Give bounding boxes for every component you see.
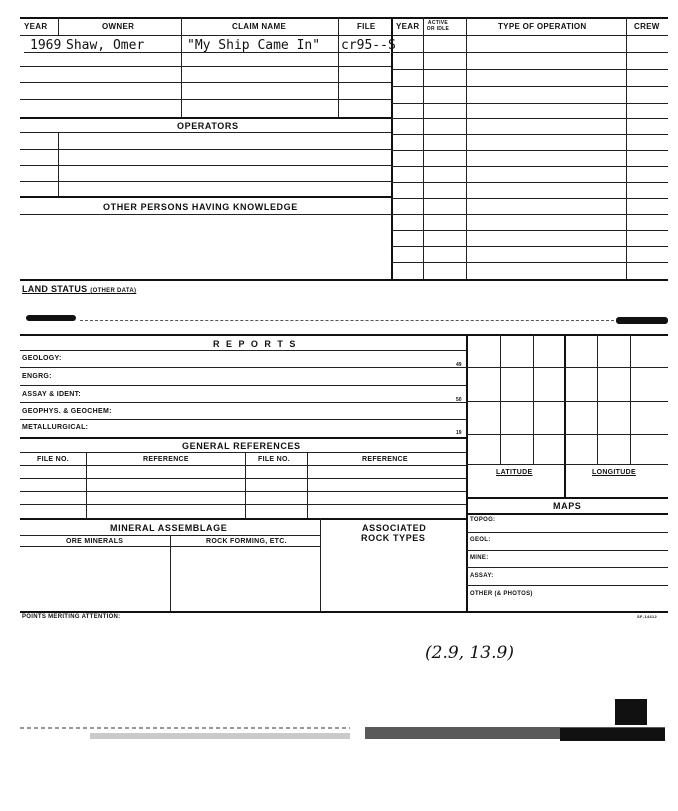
gen-ref-col-file1: FILE NO. [37, 456, 69, 463]
ops-row-1 [391, 52, 668, 53]
land-status-sub: (OTHER DATA) [90, 288, 137, 294]
ops-row-4 [391, 103, 668, 104]
gen-ref-col-file2: FILE NO. [258, 456, 290, 463]
report-geology: GEOLOGY: [22, 355, 62, 362]
grid-h2 [466, 401, 668, 402]
gen-ref-v2 [245, 452, 246, 518]
owner-row-4 [20, 99, 391, 100]
gen-ref-v1 [86, 452, 87, 518]
maps-rule [466, 513, 668, 515]
map-mine: MINE: [470, 555, 489, 561]
ops-row-9 [391, 182, 668, 183]
report-number-50: 50 [456, 397, 462, 403]
operators-heading: OPERATORS [177, 121, 239, 131]
operators-row-3 [20, 165, 391, 166]
owner-row-2 [20, 66, 391, 67]
grid-v4 [597, 334, 598, 464]
points-meriting-label: POINTS MERITING ATTENTION: [22, 614, 121, 620]
col-line-owner [181, 17, 182, 117]
col-line-crew [626, 17, 627, 280]
report-number-49: 49 [456, 362, 462, 368]
report-metallurgical: METALLURGICAL: [22, 424, 89, 431]
col-line-claim [338, 17, 339, 117]
reports-rule [20, 350, 466, 351]
grid-v1 [500, 334, 501, 464]
other-persons-heading: OTHER PERSONS HAVING KNOWLEDGE [103, 202, 298, 212]
grid-v3 [564, 334, 566, 497]
entry-file: cr95--S [341, 38, 396, 53]
header-owner: OWNER [102, 22, 135, 31]
map-row-1 [466, 532, 668, 533]
gen-ref-row-2 [20, 491, 466, 492]
ore-minerals-label: ORE MINERALS [66, 538, 124, 545]
entry-underline [24, 52, 390, 53]
report-row-4 [20, 419, 466, 420]
report-row-3 [20, 402, 466, 403]
top-table-bottom [20, 279, 668, 281]
report-geophys: GEOPHYS. & GEOCHEM: [22, 408, 112, 415]
operators-row-4 [20, 181, 391, 182]
reports-heading: R E P O R T S [213, 339, 298, 349]
gen-ref-col-ref1: REFERENCE [143, 456, 189, 463]
reports-top [20, 334, 668, 336]
mineral-divider [320, 518, 321, 611]
ops-row-11 [391, 214, 668, 215]
header-year-ops: YEAR [396, 22, 420, 31]
owner-row-3 [20, 82, 391, 83]
entry-year: 1969 [30, 38, 62, 53]
gen-ref-col-ref2: REFERENCE [362, 456, 408, 463]
map-row-2 [466, 550, 668, 551]
maps-heading: MAPS [553, 501, 582, 511]
ops-row-2 [391, 69, 668, 70]
rock-types-heading: ROCK TYPES [361, 533, 426, 543]
map-assay: ASSAY: [470, 573, 494, 579]
mineral-v1 [170, 535, 171, 611]
grid-h3 [466, 434, 668, 435]
land-status-line [80, 320, 614, 321]
report-assay: ASSAY & IDENT: [22, 391, 82, 398]
form-number: SF-14412 [637, 614, 657, 619]
header-year: YEAR [24, 22, 48, 31]
ops-row-12 [391, 230, 668, 231]
ops-row-13 [391, 246, 668, 247]
grid-v5 [630, 334, 631, 464]
land-status-heading [22, 284, 136, 294]
scan-noise-band [20, 725, 668, 745]
report-number-19: 19 [456, 430, 462, 436]
gen-ref-v3 [307, 452, 308, 518]
header-claim-name: CLAIM NAME [232, 22, 287, 31]
longitude-label: LONGITUDE [592, 469, 636, 476]
col-line-year [58, 17, 59, 35]
col-line-year-ops [423, 17, 424, 280]
header-rule [20, 35, 668, 36]
header-type-of-operation: TYPE OF OPERATION [498, 22, 587, 31]
ops-row-7 [391, 150, 668, 151]
gen-ref-row-3 [20, 504, 466, 505]
latitude-label: LATITUDE [496, 469, 533, 476]
col-line-file [391, 17, 393, 280]
land-status-label: LAND STATUS [22, 284, 88, 294]
scan-block [615, 699, 647, 725]
header-active-or-idle: ACTIVE OR IDLE [426, 20, 450, 32]
operators-rule [20, 132, 391, 133]
grid-v2 [533, 334, 534, 464]
grid-h4 [466, 464, 668, 465]
map-geol: GEOL: [470, 537, 491, 543]
top-rule [20, 17, 668, 19]
report-row-1 [20, 367, 466, 368]
bottom-rule [20, 611, 668, 613]
operators-end [20, 196, 391, 198]
maps-top [466, 497, 668, 499]
mineral-top [20, 518, 466, 520]
ops-row-10 [391, 198, 668, 199]
map-other: OTHER (& PHOTOS) [470, 591, 533, 597]
ops-row-8 [391, 166, 668, 167]
owner-row-end [20, 117, 391, 119]
gen-ref-heading: GENERAL REFERENCES [182, 441, 301, 451]
rock-forming-label: ROCK FORMING, ETC. [206, 538, 287, 545]
reports-right-border [466, 334, 468, 611]
header-file: FILE [357, 22, 376, 31]
operators-col [58, 132, 59, 196]
handwritten-coordinates: (2.9, 13.9) [425, 643, 514, 663]
ops-row-14 [391, 262, 668, 263]
ops-row-5 [391, 118, 668, 119]
grid-h1 [466, 367, 668, 368]
redaction-left [26, 315, 76, 321]
ops-row-6 [391, 134, 668, 135]
map-row-3 [466, 567, 668, 568]
entry-owner: Shaw, Omer [66, 38, 145, 53]
gen-ref-top [20, 437, 466, 439]
redaction-right [616, 317, 668, 324]
operators-row-2 [20, 149, 391, 150]
map-topog: TOPOG: [470, 517, 496, 523]
col-line-active [466, 17, 467, 280]
associated-heading: ASSOCIATED [362, 523, 427, 533]
report-row-2 [20, 385, 466, 386]
other-persons-rule [20, 214, 391, 215]
map-row-4 [466, 585, 668, 586]
gen-ref-row-1 [20, 478, 466, 479]
ops-row-3 [391, 86, 668, 87]
report-engrg: ENGRG: [22, 373, 52, 380]
entry-claim-name: "My Ship Came In" [187, 38, 321, 53]
mineral-heading: MINERAL ASSEMBLAGE [110, 523, 228, 533]
header-crew: CREW [634, 22, 660, 31]
